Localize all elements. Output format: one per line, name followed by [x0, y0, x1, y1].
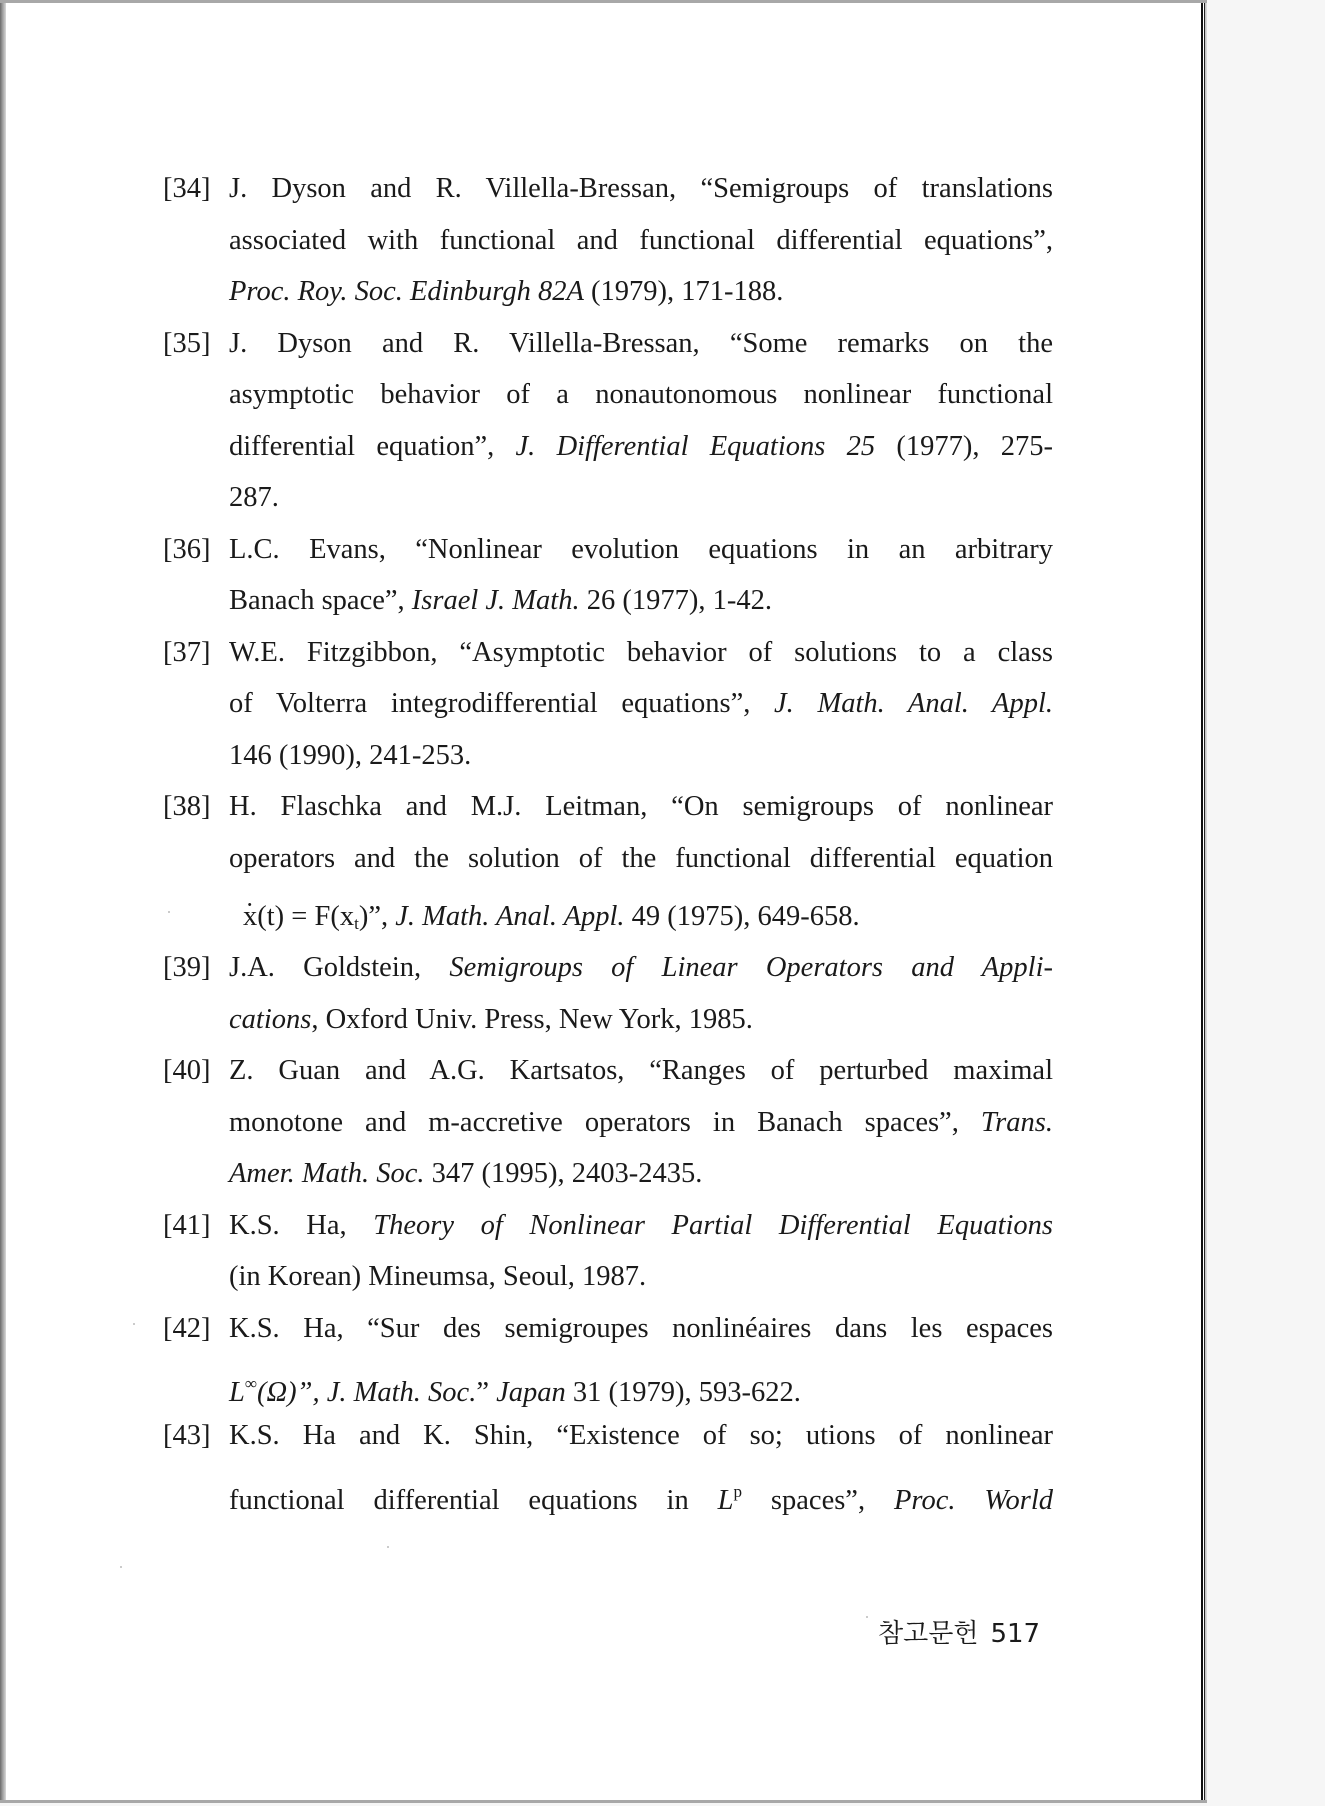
reference-line: Proc. Roy. Soc. Edinburgh 82A (1979), 171-188.: [229, 276, 784, 307]
reference-34: [163, 163, 1053, 318]
reference-line: J.A. Goldstein, Semigroups of Linear Operators and Appli-: [229, 952, 1053, 983]
reference-number: [34]: [163, 173, 211, 204]
reference-41: [163, 1200, 1053, 1303]
page-right-edge: [1201, 3, 1207, 1800]
reference-line: H. Flaschka and M.J. Leitman, “On semigroups of nonlinear: [229, 791, 1053, 822]
reference-line: K.S. Ha, Theory of Nonlinear Partial Differential Equations: [229, 1209, 1054, 1241]
reference-line: asymptotic behavior of a nonautonomous nonlinear functional: [229, 379, 1053, 410]
equation-x-dot: ˙ x: [243, 901, 257, 932]
page-left-edge: [0, 3, 6, 1800]
reference-line: cations, Oxford Univ. Press, New York, 1985.: [229, 1003, 753, 1035]
journal-name: J. Differential Equations 25: [515, 430, 876, 462]
reference-line: 146 (1990), 241-253.: [229, 739, 472, 771]
reference-list: [163, 163, 1053, 1518]
reference-40: [163, 1045, 1053, 1200]
journal-name: J. Math. Soc.: [326, 1377, 477, 1408]
reference-line: operators and the solution of the functional differential equation: [229, 842, 1053, 874]
journal-name: Trans.: [980, 1106, 1053, 1138]
reference-line: L∞(Ω)”, J. Math. Soc.” Japan 31 (1979), 593-622.: [229, 1374, 801, 1408]
reference-line: 287.: [229, 482, 279, 513]
reference-line: J. Dyson and R. Villella-Bressan, “Semigroups of translations: [229, 173, 1053, 204]
scan-speck: [120, 1566, 122, 1568]
reference-38: [163, 781, 1053, 942]
reference-42: [163, 1303, 1053, 1411]
reference-number: [40]: [163, 1055, 211, 1086]
reference-number: [42]: [163, 1312, 211, 1344]
journal-name: Amer. Math. Soc.: [229, 1158, 425, 1189]
reference-35: [163, 318, 1053, 524]
book-title: Theory of Nonlinear Partial Differential Equations: [373, 1209, 1054, 1241]
scan-speck: [387, 1546, 389, 1548]
reference-line: of Volterra integrodifferential equations”, J. Math. Anal. Appl.: [229, 688, 1054, 719]
reference-number: [37]: [163, 636, 211, 668]
book-title: Semigroups of Linear Operators and Appli-: [449, 952, 1053, 983]
reference-line: Z. Guan and A.G. Kartsatos, “Ranges of perturbed maximal: [229, 1055, 1053, 1086]
page-number: 517: [990, 1619, 1041, 1649]
reference-line: differential equation”, J. Differential Equations 25 (1977), 275-: [229, 430, 1053, 462]
reference-36: [163, 524, 1053, 627]
reference-number: [36]: [163, 533, 211, 565]
reference-line: J. Dyson and R. Villella-Bressan, “Some remarks on the: [229, 327, 1053, 359]
scan-speck: [866, 1616, 868, 1618]
scan-speck: [133, 1323, 135, 1325]
journal-name: J. Math. Anal. Appl.: [774, 688, 1054, 719]
reference-39: [163, 942, 1053, 1045]
reference-line: associated with functional and functional differential equations”,: [229, 224, 1053, 256]
journal-name: J. Math. Anal. Appl.: [395, 901, 625, 932]
reference-line: Banach space”, Israel J. Math. 26 (1977), 1-42.: [229, 585, 772, 616]
journal-name: Proc. World: [894, 1484, 1054, 1516]
reference-43: [163, 1410, 1053, 1518]
reference-line: Amer. Math. Soc. 347 (1995), 2403-2435.: [229, 1158, 703, 1189]
reference-line: K.S. Ha and K. Shin, “Existence of so; utions of nonlinear: [229, 1420, 1053, 1451]
scan-speck: [168, 911, 170, 913]
reference-number: [43]: [163, 1420, 211, 1451]
reference-number: [35]: [163, 327, 211, 359]
journal-name: Israel J. Math.: [411, 585, 580, 616]
reference-line: monotone and m-accretive operators in Banach spaces”, Trans.: [229, 1106, 1053, 1138]
reference-number: [41]: [163, 1209, 211, 1241]
reference-line: K.S. Ha, “Sur des semigroupes nonlinéaires dans les espaces: [229, 1312, 1053, 1344]
reference-line: W.E. Fitzgibbon, “Asymptotic behavior of solutions to a class: [229, 636, 1053, 668]
journal-name: Proc. Roy. Soc. Edinburgh 82A: [229, 276, 584, 307]
reference-line: functional differential equations in $L^p$ spaces”, Proc. World: [229, 1481, 1054, 1516]
page-footer: [878, 1613, 1040, 1650]
section-title: 참고문헌: [878, 1619, 979, 1649]
reference-line: L.C. Evans, “Nonlinear evolution equations in an arbitrary: [229, 533, 1053, 565]
reference-number: [39]: [163, 952, 211, 983]
book-title: cations: [229, 1003, 312, 1035]
reference-number: [38]: [163, 791, 211, 822]
reference-line: (in Korean) Mineumsa, Seoul, 1987.: [229, 1261, 647, 1292]
journal-name: Japan: [496, 1377, 566, 1408]
reference-37: [163, 627, 1053, 782]
reference-line-equation: ˙ $x(t) = F(x_t)$”, J. Math. Anal. Appl. 49 (1975), 649-658.: [229, 884, 1053, 942]
